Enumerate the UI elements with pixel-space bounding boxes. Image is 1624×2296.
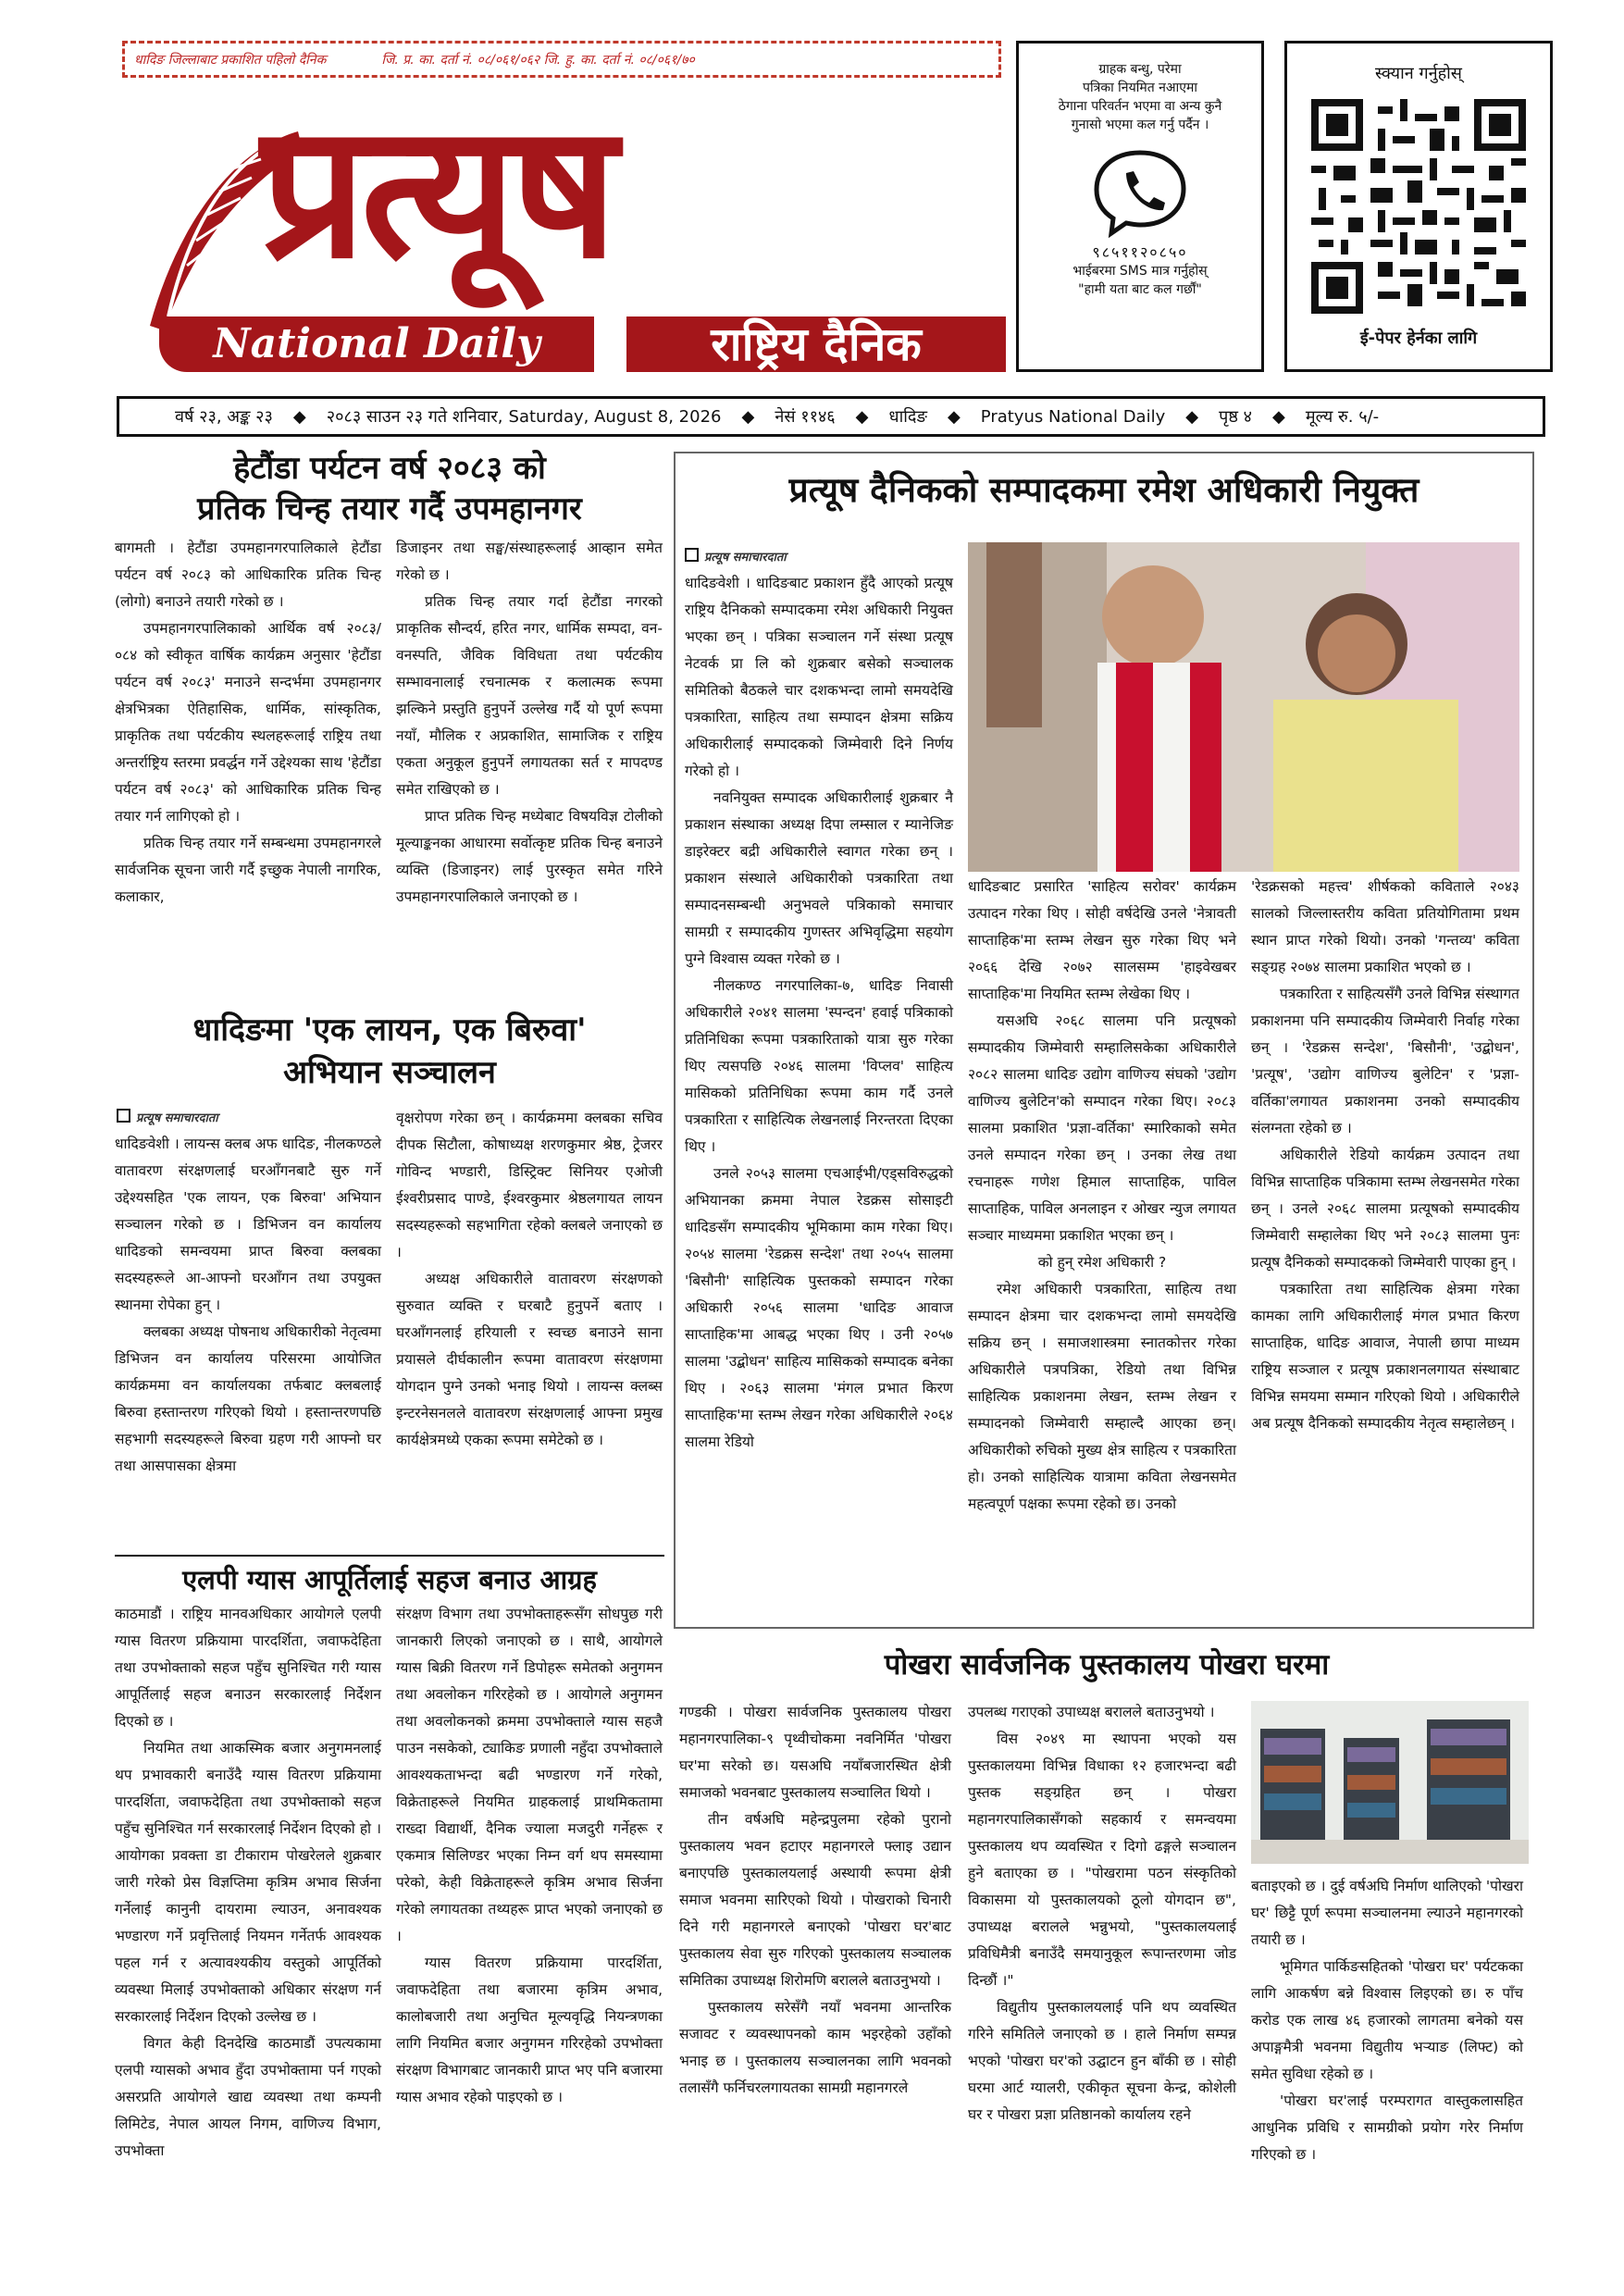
article-lpg-title: एलपी ग्यास आपूर्तिलाई सहज बनाउ आग्रह	[182, 1564, 597, 1595]
paragraph: पुस्तकालय सरेसँगै नयाँ भवनमा आन्तरिक सजावट र व्यवस्थापनको काम भइरहेको उहाँको भनाइ छ । पुस्तकालय सञ्चालनका लागि भवनको तलासँगै फर्निचरलगायतका सामग्री महानगरले	[679, 1999, 951, 2096]
call-note: "हामी यता बाट कल गर्छौं"	[1078, 282, 1202, 297]
volume-issue: वर्ष २३, अङ्क २३	[175, 407, 273, 427]
paragraph: विद्युतीय पुस्तकालयलाई पनि थप व्यवस्थित गरिने समितिले जनाएको छ । हाले निर्माण सम्पन्न भएको 'पोखरा घर'को उद्घाटन हुन बाँकी छ । सोही घरमा आर्ट ग्यालरी, एकीकृत सूचना केन्द्र, कोशेली घर र पोखरा प्रज्ञा प्रतिष्ठानको कार्यालय रहने	[968, 1999, 1236, 2123]
paragraph: नियमित तथा आकस्मिक बजार अनुगमनलाई थप प्रभावकारी बनाउँदै ग्यास वितरण प्रक्रियामा पारदर्शिता, जवाफदेहिता तथा उपभोक्ताको सहज पहुँच सुनिश्चित गर्न सरकारलाई निर्देशन दिएको हो । आयोगका प्रवक्ता डा टीकाराम पोखरेलले शुक्रबार जारी गरेको प्रेस विज्ञप्तिमा कृत्रिम अभाव सिर्जना गर्नेलाई कानुनी दायरामा ल्याउन, अनावश्यक भण्डारण गर्ने प्रवृत्तिलाई नियमन गर्नेतर्फ आवश्यक पहल गर्न र अत्यावश्यकीय वस्तुको आपूर्तिको व्यवस्था मिलाई उपभोक्ताको अधिकार संरक्षण गर्न सरकारलाई निर्देशन दिएको उल्लेख छ ।	[115, 1740, 381, 2025]
price: मूल्य रु. ५/-	[1305, 407, 1380, 427]
article-hetauda-col2	[396, 535, 663, 911]
paragraph: नवनियुक्त सम्पादक अधिकारीलाई शुक्रबार नै प्रकाशन संस्थाका अध्यक्ष दिपा लम्साल र म्यानेजिङ डाइरेक्टर बद्री अधिकारीले स्वागत गरेका छन् । प्रकाशन संस्थाले अधिकारीको पत्रकारिता तथा सम्पादनसम्बन्धी अनुभवले पत्रिकाको समाचार सामग्री र सम्पादकीय गुणस्तर अभिवृद्धिमा सहयोग पुग्ने विश्वास व्यक्त गरेको छ ।	[685, 789, 953, 967]
masthead	[122, 82, 1006, 372]
phone-number: ९८५११२०८५०	[1092, 243, 1188, 261]
paragraph: क्लबका अध्यक्ष पोषनाथ अधिकारीको नेतृत्वमा डिभिजन वन कार्यालय परिसरमा आयोजित कार्यक्रममा वन कार्यालयका तर्फबाट क्लबलाई बिरुवा हस्तान्तरण गरिएको थियो । हस्तान्तरणपछि सहभागी सदस्यहरूले बिरुवा ग्रहण गरी आफ्नो घर तथा आसपासका क्षेत्रमा	[115, 1323, 381, 1474]
paragraph: ग्यास वितरण प्रक्रियामा पारदर्शिता, जवाफदेहिता तथा बजारमा कृत्रिम अभाव, कालोबजारी तथा अनुचित मूल्यवृद्धि नियन्त्रणका लागि नियमित बजार अनुगमन गरिरहेको उपभोक्ता संरक्षण विभागबाट जानकारी प्राप्त भए पनि बजारमा ग्यास अभाव रहेको पाइएको छ ।	[396, 1955, 663, 2105]
paragraph: प्रतिक चिन्ह तयार गर्ने सम्बन्धमा उपमहानगरले सार्वजनिक सूचना जारी गर्दै इच्छुक नेपाली नागरिक, कलाकार,	[115, 835, 381, 905]
viber-note: भाईबरमा SMS मात्र गर्नुहोस्	[1072, 264, 1208, 279]
notice-line: ग्राहक बन्धु, परेमा	[1098, 62, 1182, 77]
paragraph: गण्डकी । पोखरा सार्वजनिक पुस्तकालय पोखरा महानगरपालिका-९ पृथ्वीचोकमा नवनिर्मित 'पोखरा घर'मा सरेको छ। यसअघि नयाँबजारस्थित क्षेत्री समाजको भवनबाट पुस्तकालय सञ्चालित थियो ।	[679, 1704, 951, 1801]
article-editor-col3	[1251, 874, 1519, 1437]
paragraph: बागमती । हेटौंडा उपमहानगरपालिकाले हेटौंडा पर्यटन वर्ष २०८३ को आधिकारिक प्रतिक चिन्ह (लोगो) बनाउने तयारी गरेको छ ।	[115, 540, 381, 610]
article-library-title: पोखरा सार्वजनिक पुस्तकालय पोखरा घरमा	[884, 1648, 1330, 1682]
article-lions-title	[117, 1009, 663, 1094]
qr-code-icon[interactable]	[1311, 99, 1526, 314]
paragraph: भूमिगत पार्किङसहितको 'पोखरा घर' पर्यटकका लागि आकर्षण बन्ने विश्वास लिइएको छ। रु पाँच करोड एक लाख ४६ हजारको लागतमा बनेको यस अपाङ्गमैत्री भवनमा विद्युतीय भऱ्याङ (लिफ्ट) को समेत सुविधा रहेको छ ।	[1251, 1958, 1523, 2082]
paragraph: पत्रकारिता तथा साहित्यिक क्षेत्रमा गरेका कामका लागि अधिकारीलाई मंगल प्रभात किरण साप्ताहिक, धादिङ आवाज, नेपाली छापा माध्यम राष्ट्रिय सञ्जाल र प्रत्यूष प्रकाशनलगायत संस्थाबाट विभिन्न समयमा सम्मान गरिएको थियो । अधिकारीले अब प्रत्यूष दैनिकको सम्पादकीय नेतृत्व सम्हालेछन् ।	[1251, 1281, 1519, 1432]
article-lpg-col2	[396, 1601, 663, 2111]
first-daily-note: धादिङ जिल्लाबाट प्रकाशित पहिलो दैनिक	[134, 52, 327, 68]
headline-line: प्रतिक चिन्ह तयार गर्दै उपमहानगर	[197, 490, 582, 527]
national-daily-label: National Daily	[159, 316, 594, 372]
notice-line: पत्रिका नियमित नआएमा	[1083, 81, 1197, 95]
notice-line: ठेगाना परिवर्तन भएमा वा अन्य कुनै	[1058, 99, 1222, 114]
registration-strip	[122, 41, 1001, 78]
paragraph: वृक्षरोपण गरेका छन् । कार्यक्रममा क्लबका सचिव दीपक सिटौला, कोषाध्यक्ष शरणकुमार श्रेष्ठ, ट्रेजरर गोविन्द भण्डारी, डिस्ट्रिक्ट सिनियर एओजी ईश्वरीप्रसाद पाण्डे, ईश्वरकुमार श्रेष्ठलगायत लायन सदस्यहरूको सहभागिता रहेको क्लबले जनाएको छ ।	[396, 1110, 663, 1260]
page-number: पृष्ठ ४	[1219, 407, 1253, 427]
reporter-tag: प्रत्यूष समाचारदाता	[685, 548, 787, 565]
article-lpg-col1	[115, 1601, 381, 2165]
nepal-samvat: नेसं ११४६	[775, 407, 836, 427]
editor-photo	[968, 542, 1519, 872]
article-editor-title: प्रत्यूष दैनिकको सम्पादकमा रमेश अधिकारी नियुक्त	[788, 470, 1419, 510]
paper-name: Pratyus National Daily	[980, 406, 1166, 427]
paragraph: पत्रकारिता र साहित्यसँगै उनले विभिन्न संस्थागत प्रकाशनमा पनि सम्पादकीय जिम्मेवारी निर्वाह गरेका छन् । 'रेडक्रस सन्देश', 'बिसौनी', 'उद्बोधन', 'प्रत्यूष', 'उद्योग वाणिज्य बुलेटिन' र 'प्रज्ञा-वर्तिका'लगायत प्रकाशनमा उनको सम्पादकीय संलग्नता रहेको छ ।	[1251, 986, 1519, 1136]
paragraph: धादिङवेशी । धादिङबाट प्रकाशन हुँदै आएको प्रत्यूष राष्ट्रिय दैनिकको सम्पादकमा रमेश अधिकारी नियुक्त भएका छन् । पत्रिका सञ्चालन गर्ने संस्था प्रत्यूष नेटवर्क प्रा लि को शुक्रबार बसेको सञ्चालक समितिको बैठकले चार दशकभन्दा लामो समयदेखि पत्रकारिता, साहित्य तथा सम्पादन क्षेत्रमा सक्रिय अधिकारीलाई सम्पादकको जिम्मेवारी दिने निर्णय गरेको हो ।	[685, 575, 953, 779]
paragraph: उपलब्ध गराएको उपाध्यक्ष बरालले बताउनुभयो ।	[968, 1704, 1215, 1720]
paragraph: डिजाइनर तथा सङ्घ/संस्थाहरूलाई आव्हान समेत गरेको छ ।	[396, 540, 663, 583]
article-library-col3	[1251, 1873, 1523, 2168]
subheading: को हुन् रमेश अधिकारी ?	[1037, 1254, 1167, 1271]
paragraph: उनले २०५३ सालमा एचआईभी/एड्सविरुद्धको अभियानका क्रममा नेपाल रेडक्रस सोसाइटी धादिङसँग सम्पादकीय भूमिकामा काम गरेका थिए। २०५४ सालमा 'रेडक्रस सन्देश' तथा २०५५ सालमा 'बिसौनी' साहित्यिक पुस्तकको सम्पादन गरेका अधिकारी २०५६ सालमा 'धादिङ आवाज साप्ताहिक'मा आबद्ध भएका थिए । उनी २०५७ सालमा 'उद्बोधन' साहित्य मासिकको सम्पादक बनेका थिए । २०६३ सालमा 'मंगल प्रभात किरण साप्ताहिक'मा स्तम्भ लेखन गरेका अधिकारीले २०६४ सालमा रेडियो	[685, 1165, 953, 1450]
article-lions-col1	[115, 1131, 381, 1480]
registration-numbers: जि. प्र. का. दर्ता नं. ०८/०६१/०६२ जि. हु. का. दर्ता नं. ०८/०६१/७०	[381, 52, 695, 68]
paragraph: रमेश अधिकारी पत्रकारिता, साहित्य तथा सम्पादन क्षेत्रमा चार दशकभन्दा लामो समयदेखि सक्रिय छन् । समाजशास्त्रमा स्नातकोत्तर गरेका अधिकारीले पत्रपत्रिका, रेडियो तथा विभिन्न साहित्यिक प्रकाशनमा लेखन, स्तम्भ लेखन र सम्पादनको जिम्मेवारी सम्हाल्दै आएका छन्। अधिकारीको रुचिको मुख्य क्षेत्र साहित्य र पत्रकारिता हो। उनको साहित्यिक यात्रामा कविता लेखनसमेत महत्वपूर्ण पक्षका रूपमा रहेको छ। उनको	[968, 1281, 1236, 1512]
date-info-bar: वर्ष २३, अङ्क २३ ◆ २०८३ साउन २३ गते शनिवार, Saturday, August 8, 2026 ◆ नेसं ११४६ ◆ धादिङ ◆ Pratyus National Daily ◆ पृष्ठ ४ ◆ मूल्य रु. ५/-	[117, 396, 1545, 437]
customer-notice-box	[1016, 41, 1264, 372]
headline-line: धादिङमा 'एक लायन, एक बिरुवा'	[192, 1011, 587, 1049]
paragraph: तीन वर्षअघि महेन्द्रपुलमा रहेको पुरानो पुस्तकालय भवन हटाएर महानगरले फ्लाइ उद्यान बनाएपछि पुस्तकालयलाई अस्थायी रूपमा क्षेत्री समाज भवनमा सारिएको थियो । पोखराको चिनारी दिने गरी महानगरले बनाएको 'पोखरा घर'बाट पुस्तकालय सेवा सुरु गरिएको पुस्तकालय सञ्चालक समितिका उपाध्यक्ष शिरोमणि बरालले बताउनुभयो ।	[679, 1811, 951, 1989]
article-hetauda-title	[117, 448, 663, 529]
library-photo	[1251, 1701, 1529, 1864]
nepali-date: २०८३ साउन २३ गते शनिवार,	[326, 407, 503, 427]
rastriya-dainik-label: राष्ट्रिय दैनिक	[626, 316, 1006, 372]
paragraph: प्राप्त प्रतिक चिन्ह मध्येबाट विषयविज्ञ टोलीको मूल्याङ्कनका आधारमा सर्वोत्कृष्ट प्रतिक चिन्ह बनाउने व्यक्ति (डिजाइनर) लाई पुरस्कृत समेत गरिने उपमहानगरपालिकाले जनाएको छ ।	[396, 808, 663, 905]
paragraph: प्रतिक चिन्ह तयार गर्दा हेटौंडा नगरको प्राकृतिक सौन्दर्य, हरित नगर, धार्मिक सम्पदा, वन-वनस्पति, जैविक विविधता तथा पर्यटकीय सम्भावनालाई रचनात्मक र कलात्मक रूपमा झल्किने प्रस्तुति हुनुपर्ने उल्लेख गर्दै यो पूर्ण रूपमा नयाँ, मौलिक र अप्रकाशित, सामाजिक र राष्ट्रिय एकता अनुकूल हुनुपर्ने लगायतका सर्त र मापदण्ड समेत राखिएको छ ।	[396, 593, 663, 798]
paragraph: अध्यक्ष अधिकारीले वातावरण संरक्षणको सुरुवात व्यक्ति र घरबाटै हुनुपर्ने बताए । घरआँगनलाई हरियाली र स्वच्छ बनाउने साना प्रयासले दीर्घकालीन रूपमा वातावरण संरक्षणमा योगदान पुग्ने उनको भनाइ थियो । लायन्स क्लब्स इन्टरनेसनलले वातावरण संरक्षणलाई आफ्ना प्रमुख कार्यक्षेत्रमध्ये एकका रूपमा समेटेको छ ।	[396, 1271, 663, 1448]
brand-title: प्रत्यूष	[261, 82, 613, 300]
article-library-col1	[679, 1699, 951, 2102]
paragraph: नीलकण्ठ नगरपालिका-७, धादिङ निवासी अधिकारीले २०४१ सालमा 'स्पन्दन' हवाई पत्रिकाको प्रतिनिधिका रूपमा पत्रकारिताको यात्रा सुरु गरेका थिए त्यसपछि २०४६ सालमा 'विप्लव' साहित्य मासिकको प्रतिनिधिका रूपमा काम गर्दै उनले पत्रकारिता र साहित्यिक लेखनलाई निरन्तरता दिएका थिए ।	[685, 977, 953, 1155]
paragraph: 'पोखरा घर'लाई परम्परागत वास्तुकलासहित आधुनिक प्रविधि र सामग्रीको प्रयोग गरेर निर्माण गरिएको छ ।	[1251, 2092, 1523, 2163]
paragraph: काठमाडौं । राष्ट्रिय मानवअधिकार आयोगले एलपी ग्यास वितरण प्रक्रियामा पारदर्शिता, जवाफदेहिता तथा उपभोक्ताको सहज पहुँच सुनिश्चित गरी ग्यास आपूर्तिलाई सहज बनाउन सरकारलाई निर्देशन दिएको छ ।	[115, 1606, 381, 1730]
article-lions-col2	[396, 1105, 663, 1454]
divider	[115, 1555, 664, 1557]
epaper-label: ई-पेपर हेर्नका लागि	[1359, 329, 1478, 348]
article-library-col2	[968, 1699, 1236, 2128]
place: धादिङ	[888, 407, 927, 427]
notice-line: गुनासो भएमा कल गर्नु पर्दैन ।	[1071, 118, 1209, 132]
reporter-tag: प्रत्यूष समाचारदाता	[117, 1109, 218, 1125]
paragraph: बताइएको छ । दुई वर्षअघि निर्माण थालिएको 'पोखरा घर' छिट्टै पूर्ण रूपमा सञ्चालनमा ल्याउने महानगरको तयारी छ ।	[1251, 1878, 1523, 1948]
headline-line: हेटौंडा पर्यटन वर्ष २०८३ को	[233, 450, 546, 487]
article-editor-col2	[968, 874, 1236, 1518]
article-hetauda-col1	[115, 535, 381, 911]
paragraph: धादिङबाट प्रसारित 'साहित्य सरोवर' कार्यक्रम उत्पादन गरेका थिए । सोही वर्षदेखि उनले 'नेत्रावती साप्ताहिक'मा स्तम्भ लेखन सुरु गरेका थिए भने २०६६ देखि २०७२ सालसम्म 'हाइवेखबर साप्ताहिक'मा नियमित स्तम्भ लेखेका थिए ।	[968, 878, 1236, 1002]
headline-line: अभियान सञ्चालन	[283, 1054, 496, 1091]
english-date: Saturday, August 8, 2026	[508, 406, 722, 427]
article-editor-col1	[685, 570, 953, 1456]
paragraph: धादिङवेशी । लायन्स क्लब अफ धादिङ, नीलकण्ठले वातावरण संरक्षणलाई घरआँगनबाटै सुरु गर्ने उद्देश्यसहित 'एक लायन, एक बिरुवा' अभियान सञ्चालन गरेको छ । डिभिजन वन कार्यालय धादिङको समन्वयमा प्राप्त बिरुवा क्लबका सदस्यहरूले आ-आफ्नो घरआँगन तथा उपयुक्त स्थानमा रोपेका हुन् ।	[115, 1136, 381, 1313]
paragraph: अधिकारीले रेडियो कार्यक्रम उत्पादन तथा विभिन्न साप्ताहिक पत्रिकामा स्तम्भ लेखनसमेत गरेका छन् । उनले २०६८ सालमा प्रत्यूषको सम्पादकीय जिम्मेवारी सम्हालेका थिए भने २०८३ सालमा पुनः प्रत्यूष दैनिकको सम्पादकको जिम्मेवारी पाएका हुन् ।	[1251, 1147, 1519, 1271]
scan-label: स्क्यान गर्नुहोस्	[1375, 64, 1462, 83]
qr-box	[1284, 41, 1553, 372]
paragraph: संरक्षण विभाग तथा उपभोक्ताहरूसँग सोधपुछ गरी जानकारी लिएको जनाएको छ । साथै, आयोगले ग्यास बिक्री वितरण गर्ने डिपोहरू समेतको अनुगमन तथा अवलोकन गरिरहेको छ । आयोगले अनुगमन तथा अवलोकनको क्रममा उपभोक्ताले ग्यास सहजै पाउन नसकेको, ट्याकिङ प्रणाली नहुँदा उपभोक्ताले आवश्यकताभन्दा बढी भण्डारण गर्ने गरेको, विक्रेताहरूले नियमित ग्राहकलाई प्राथमिकतामा राख्दा विद्यार्थी, दैनिक ज्याला मजदुरी गर्नेहरू र एकमात्र सिलिण्डर भएका निम्न वर्ग थप समस्यामा परेको, केही विक्रेताहरूले कृत्रिम अभाव सिर्जना गरेको लगायतका तथ्यहरू प्राप्त भएको जनाएको छ ।	[396, 1606, 663, 1944]
paragraph: 'रेडक्रसको महत्त्व' शीर्षकको कविताले २०४३ सालको जिल्लास्तरीय कविता प्रतियोगितामा प्रथम स्थान प्राप्त गरेको थियो। उनको 'गन्तव्य' कविता सङ्ग्रह २०७४ सालमा प्रकाशित भएको छ ।	[1251, 878, 1519, 975]
paragraph: विस २०४९ मा स्थापना भएको यस पुस्तकालयमा विभिन्न विधाका १२ हजारभन्दा बढी पुस्तक सङ्ग्रहित छन् । पोखरा महानगरपालिकासँगको सहकार्य र समन्वयमा पुस्तकालय थप व्यवस्थित र दिगो ढङ्गले सञ्चालन हुने बताएका छ । "पोखरामा पठन संस्कृतिको विकासमा यो पुस्तकालयको ठूलो योगदान छ", उपाध्यक्ष बरालले भन्नुभयो, "पुस्तकालयलाई प्रविधिमैत्री बनाउँदै समयानुकूल रूपान्तरणमा जोड दिन्छौं ।"	[968, 1731, 1236, 1989]
paragraph: उपमहानगरपालिकाको आर्थिक वर्ष २०८३/ ०८४ को स्वीकृत वार्षिक कार्यक्रम अनुसार 'हेटौंडा पर्यटन वर्ष २०८३' मनाउने सन्दर्भमा उपमहानगर क्षेत्रभित्रका ऐतिहासिक, धार्मिक, सांस्कृतिक, प्राकृतिक तथा पर्यटकीय स्थलहरूलाई राष्ट्रिय तथा अन्तर्राष्ट्रिय स्तरमा प्रवर्द्धन गर्ने उद्देश्यका साथ 'हेटौंडा पर्यटन वर्ष २०८३' को आधिकारिक प्रतिक चिन्ह तयार गर्न लागिएको हो ।	[115, 620, 381, 825]
viber-phone-icon	[1089, 145, 1191, 238]
paragraph: यसअघि २०६८ सालमा पनि प्रत्यूषको सम्पादकीय जिम्मेवारी सम्हालिसकेका अधिकारीले २०८२ सालमा धादिङ उद्योग वाणिज्य संघको 'उद्योग वाणिज्य बुलेटिन'को सम्पादन गरेका थिए। २०८३ सालमा प्रकाशित 'प्रज्ञा-वर्तिका' स्मारिकाको समेत उनले सम्पादन गरेका छन् । उनका लेख तथा रचनाहरू गणेश हिमाल साप्ताहिक, पाविल साप्ताहिक, पाविल अनलाइन र ओखर न्युज लगायत सञ्चार माध्यममा प्रकाशित भएका छन् ।	[968, 1012, 1236, 1244]
paragraph: विगत केही दिनदेखि काठमाडौं उपत्यकामा एलपी ग्यासको अभाव हुँदा उपभोक्तामा पर्न गएको असरप्रति आयोगले खाद्य व्यवस्था तथा कम्पनी लिमिटेड, नेपाल आयल निगम, वाणिज्य विभाग, उपभोक्ता	[115, 2035, 381, 2159]
